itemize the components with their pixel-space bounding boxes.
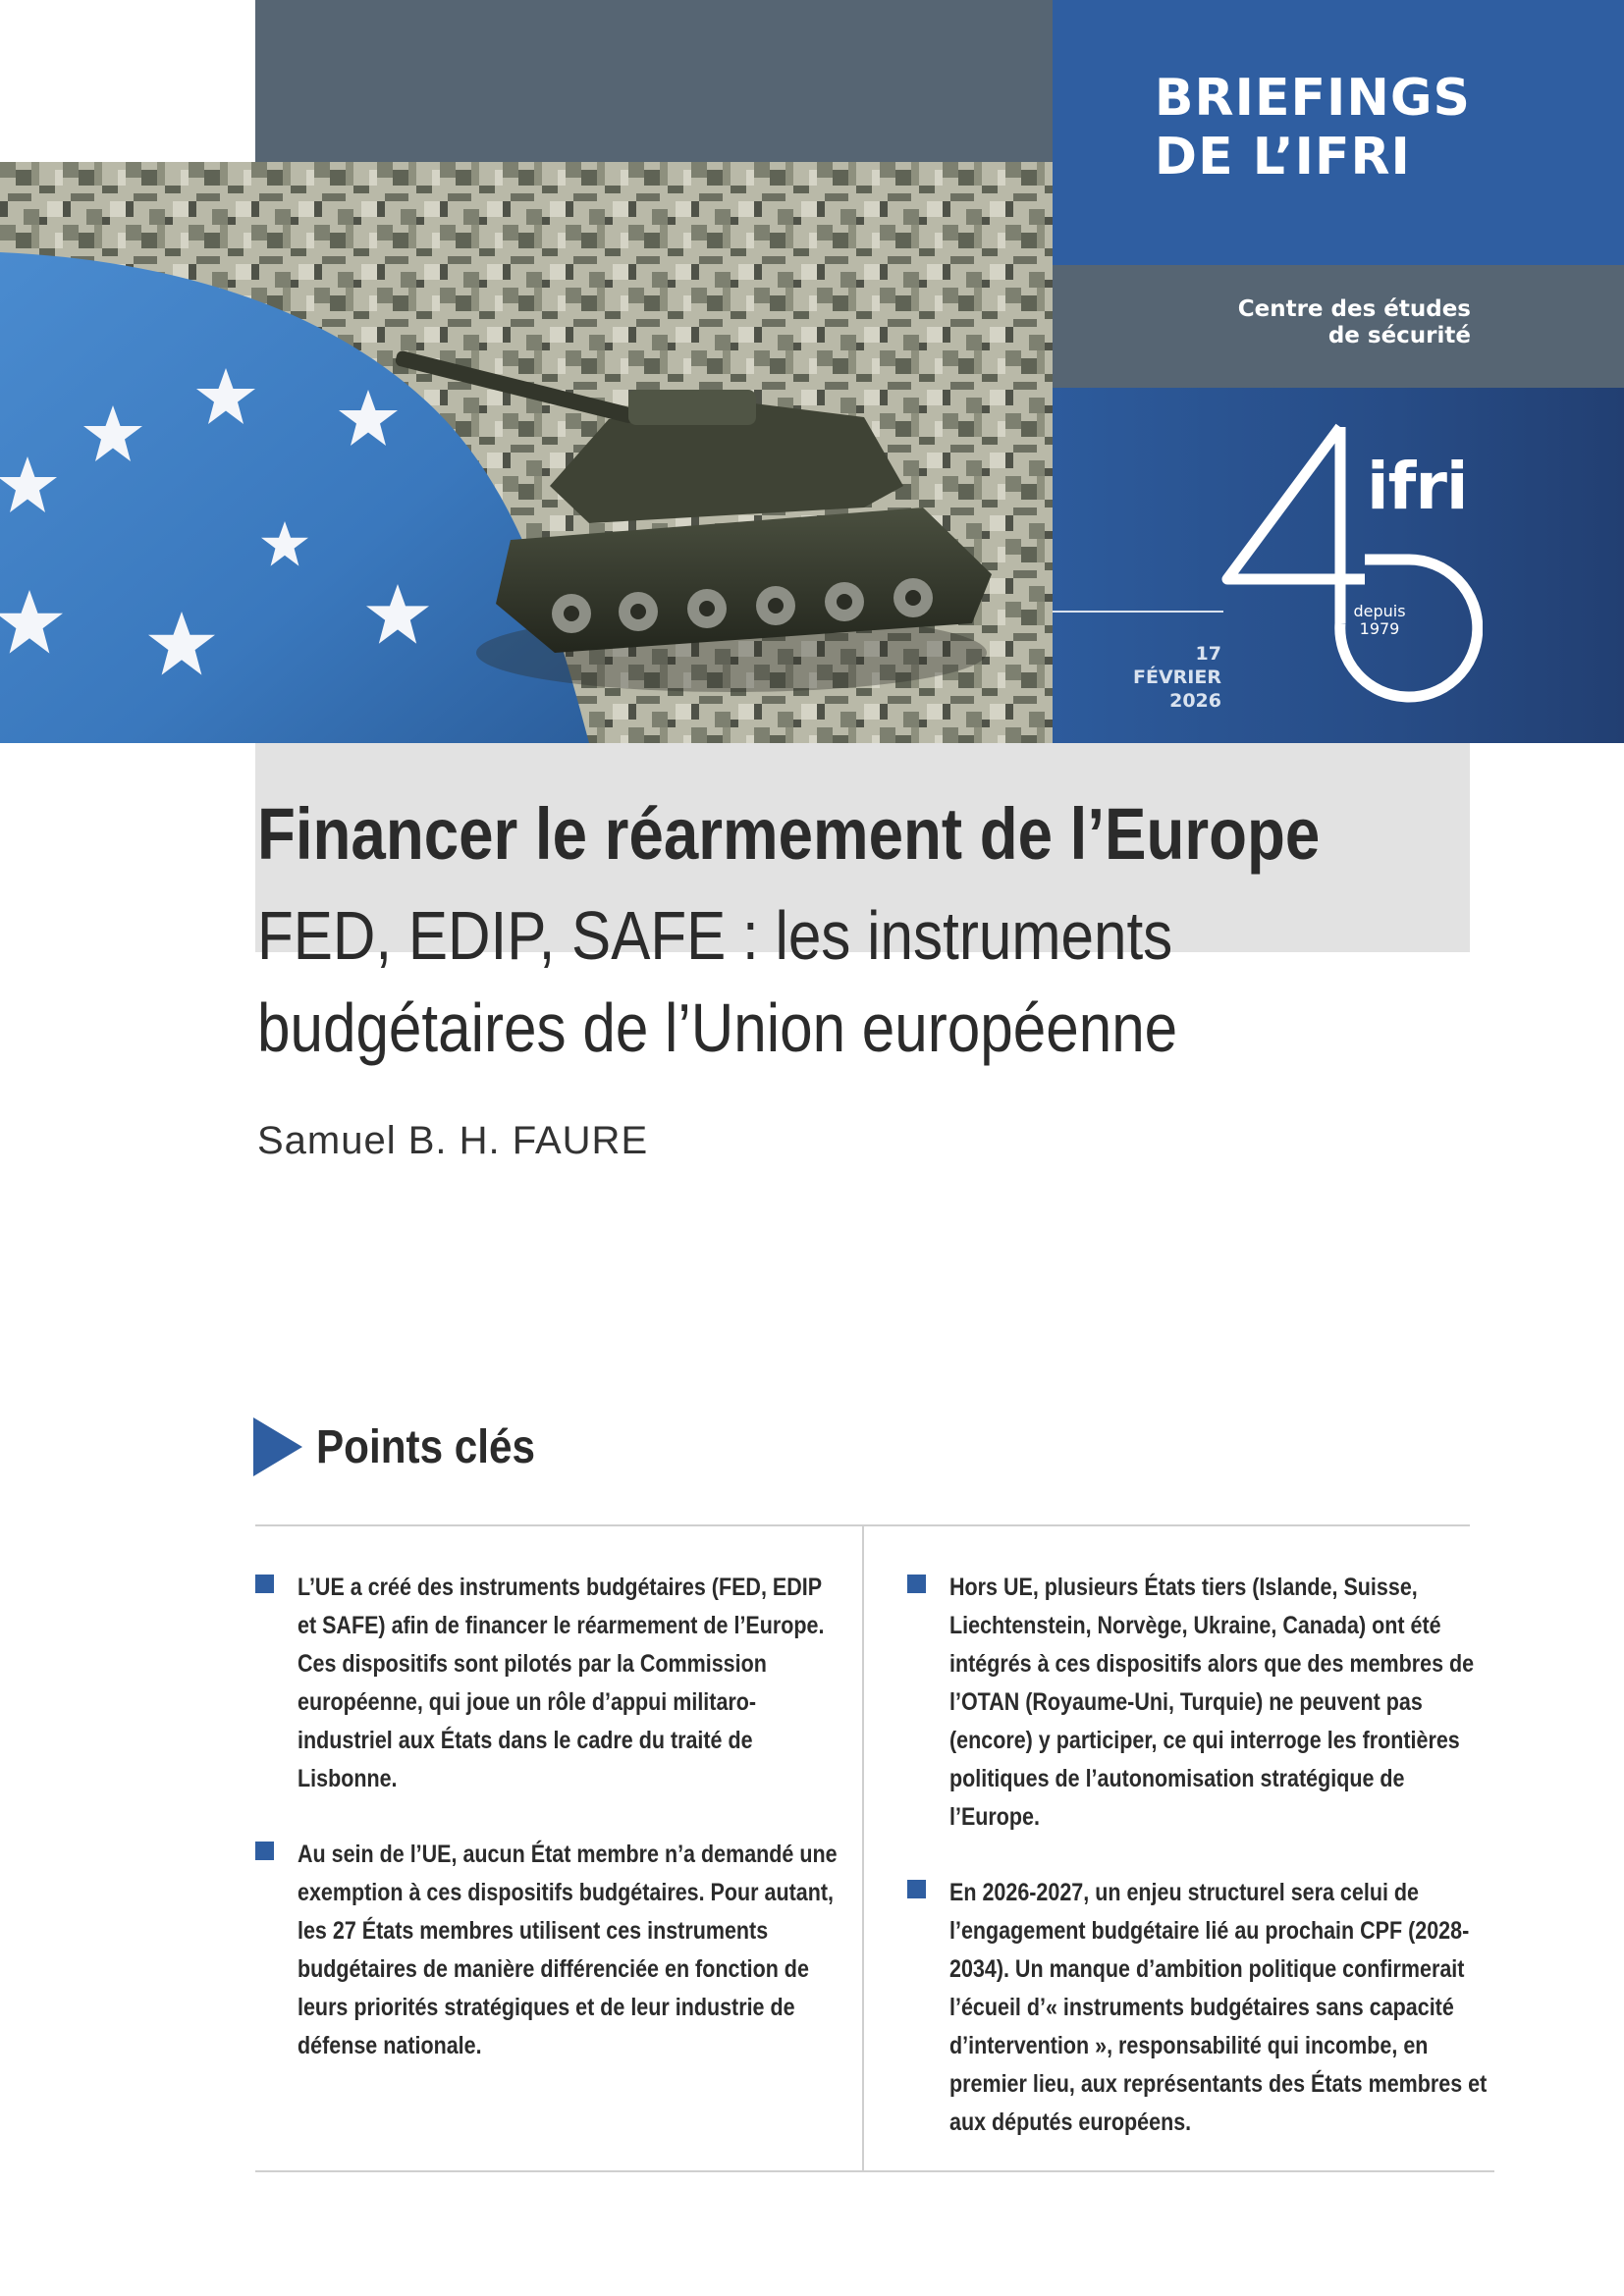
subtitle-line1: FED, EDIP, SAFE : les instruments bbox=[257, 897, 1173, 974]
square-bullet-icon bbox=[907, 1880, 926, 1898]
key-point-text: En 2026-2027, un enjeu structurel sera celui de l’engagement budgétaire lié au prochain CPF (2028-2034). Un manque d’ambition politique confirmerait l’écueil d’« instruments budgétaires sans capacité d’intervention », responsabilité qui incombe, en premier lieu, aux représentants des États membres et aux députés européens. bbox=[949, 1879, 1488, 2136]
key-point-item bbox=[253, 1836, 842, 2065]
ifri-40-logo bbox=[1218, 422, 1483, 707]
key-point-item bbox=[905, 1874, 1504, 2142]
key-point-item bbox=[253, 1569, 842, 1798]
logo-since-label: depuis bbox=[1353, 602, 1406, 620]
key-point-item bbox=[905, 1569, 1504, 1837]
key-points-column-divider bbox=[862, 1524, 864, 2172]
key-points-heading: Points clés bbox=[316, 1421, 536, 1473]
series-title bbox=[1155, 69, 1471, 187]
play-arrow-icon bbox=[253, 1417, 302, 1476]
series-title-line2: DE L’IFRI bbox=[1154, 128, 1411, 187]
key-points-right-column bbox=[905, 1569, 1504, 2179]
cover-photo bbox=[0, 162, 1053, 743]
key-points-left-column bbox=[253, 1569, 842, 2103]
centre-label bbox=[1238, 296, 1471, 349]
square-bullet-icon bbox=[255, 1575, 274, 1593]
date-year: 2026 bbox=[1169, 690, 1221, 712]
logo-since-year: 1979 bbox=[1359, 619, 1400, 638]
key-point-text: Au sein de l’UE, aucun État membre n’a demandé une exemption à ces dispositifs budgétaires. Pour autant, les 27 États membres utilisent ces instruments budgétaires de manière différenciée en fonction de leurs priorités stratégiques et de leur industrie de défense nationale. bbox=[298, 1841, 838, 2059]
square-bullet-icon bbox=[255, 1842, 274, 1860]
date-divider bbox=[1053, 611, 1223, 613]
centre-label-line2: de sécurité bbox=[1327, 323, 1471, 348]
document-subtitle bbox=[257, 889, 1177, 1074]
author-name: Samuel B. H. FAURE bbox=[257, 1119, 649, 1162]
date-month: FÉVRIER bbox=[1133, 667, 1221, 688]
key-point-text: Hors UE, plusieurs États tiers (Islande, Suisse, Liechtenstein, Norvège, Ukraine, Canada) ont été intégrés à ces dispositifs alors que des membres de l’OTAN (Royaume-Uni, Turquie) ne peuvent pas (encore) y participer, ce qui interroge les frontières politiques de l’autonomisation stratégique de l’Europe. bbox=[949, 1574, 1475, 1831]
document-title: Financer le réarmement de l’Europe bbox=[257, 793, 1321, 875]
subtitle-line2: budgétaires de l’Union européenne bbox=[257, 989, 1178, 1066]
centre-label-line1: Centre des études bbox=[1237, 296, 1471, 322]
key-point-text: L’UE a créé des instruments budgétaires (FED, EDIP et SAFE) afin de financer le réarmement de l’Europe. Ces dispositifs sont pilotés par la Commission européenne, qui joue un rôle d’appui militaro-industriel aux États dans le cadre du traité de Lisbonne. bbox=[298, 1574, 825, 1792]
publication-date bbox=[1133, 642, 1221, 713]
date-day: 17 bbox=[1195, 643, 1221, 665]
square-bullet-icon bbox=[907, 1575, 926, 1593]
series-title-line1: BRIEFINGS bbox=[1154, 69, 1471, 128]
logo-wordmark: ifri bbox=[1367, 449, 1468, 524]
header-top-band bbox=[255, 0, 1053, 162]
